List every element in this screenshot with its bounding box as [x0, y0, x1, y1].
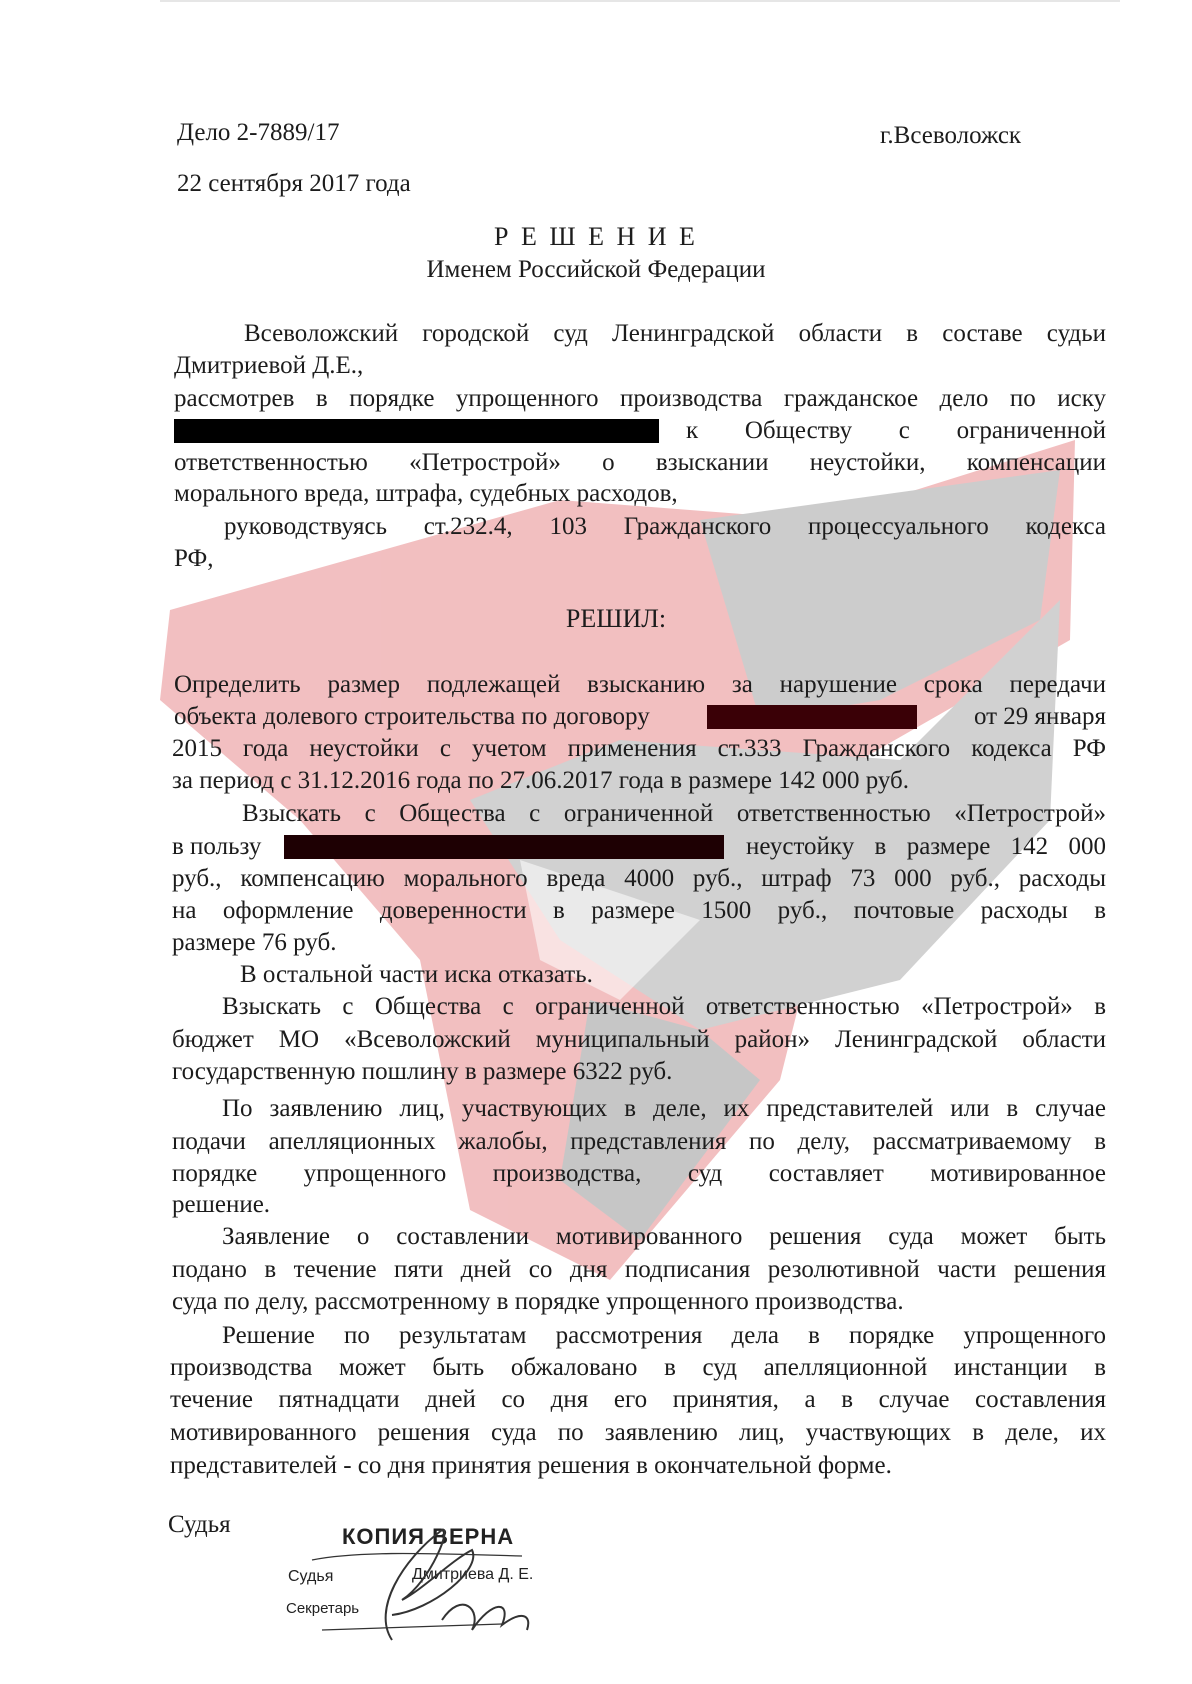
- res-p6-line-2: подано в течение пяти дней со дня подписания резолютивной части решения: [172, 1256, 1106, 1283]
- stamp-judge: Судья: [288, 1568, 334, 1585]
- stamp-secretary: Секретарь: [286, 1600, 360, 1617]
- redacted-plaintiff-name: [174, 419, 659, 443]
- res-p1-line-2-after: от 29 января: [973, 703, 1106, 730]
- intro-line-2: Дмитриевой Д.Е.,: [174, 352, 364, 379]
- res-p7-line-4: мотивированного решения суда по заявлению лиц, участвующих в деле, их: [170, 1419, 1106, 1446]
- res-p1-line-2: [174, 702, 1106, 732]
- signature-scribble: [282, 1520, 642, 1650]
- res-p2-line-5: размере 76 руб.: [172, 929, 337, 956]
- intro-line-1: Всеволожский городской суд Ленинградской области в составе судьи: [244, 320, 1106, 347]
- intro-line-4: [174, 416, 1106, 446]
- res-p5-line-4: решение.: [172, 1191, 271, 1218]
- res-p1-line-4: за период с 31.12.2016 года по 27.06.2017 года в размере 142 000 руб.: [172, 767, 909, 794]
- scan-edge: [160, 0, 1120, 2]
- res-p5-line-2: подачи апелляционных жалобы, представления по делу, рассматриваемому в: [172, 1128, 1106, 1155]
- res-p7-line-3: течение пятнадцати дней со дня его принятия, а в случае составления: [170, 1386, 1106, 1413]
- res-p4-line-1: Взыскать с Общества с ограниченной ответственностью «Петрострой» в: [222, 993, 1106, 1020]
- res-p2-line-3: руб., компенсацию морального вреда 4000 руб., штраф 73 000 руб., расходы: [172, 865, 1106, 892]
- res-p1-line-2-before: объекта долевого строительства по договору: [174, 703, 650, 730]
- res-p2-line-2: [172, 832, 1106, 862]
- res-p6-line-3: суда по делу, рассмотренному в порядке упрощенного производства.: [172, 1288, 904, 1315]
- res-p2-line-1: Взыскать с Общества с ограниченной ответственностью «Петрострой»: [242, 800, 1106, 827]
- intro-line-6: морального вреда, штрафа, судебных расходов,: [174, 480, 678, 507]
- intro-line-4-text: к Обществу с ограниченной: [686, 417, 1106, 444]
- case-number: Дело 2-7889/17: [177, 119, 340, 146]
- res-p3: В остальной части иска отказать.: [240, 961, 593, 988]
- redacted-recipient-name: [284, 835, 724, 859]
- certified-copy-stamp: [282, 1520, 642, 1650]
- intro-line-8: РФ,: [174, 545, 214, 572]
- document-title: Р Е Ш Е Н И Е: [494, 222, 698, 251]
- document-subtitle: Именем Российской Федерации: [426, 256, 766, 283]
- intro-line-7: руководствуясь ст.232.4, 103 Гражданского процессуального кодекса: [224, 513, 1106, 540]
- decision-date: 22 сентября 2017 года: [177, 170, 411, 197]
- res-p7-line-1: Решение по результатам рассмотрения дела в порядке упрощенного: [222, 1322, 1106, 1349]
- res-p6-line-1: Заявление о составлении мотивированного решения суда может быть: [222, 1223, 1106, 1250]
- city: г.Всеволожск: [880, 122, 1022, 149]
- res-p7-line-5: представителей - со дня принятия решения в окончательной форме.: [170, 1452, 892, 1479]
- res-p4-line-3: государственную пошлину в размере 6322 руб.: [172, 1058, 673, 1085]
- res-p2-line-2-before: в пользу: [172, 833, 262, 860]
- res-p1-line-1: Определить размер подлежащей взысканию за нарушение срока передачи: [174, 671, 1106, 698]
- intro-line-3: рассмотрев в порядке упрощенного производства гражданское дело по иску: [174, 385, 1106, 412]
- res-p2-line-2-after: неустойку в размере 142 000: [746, 833, 1106, 860]
- stamp-copy-title: КОПИЯ ВЕРНА: [342, 1524, 515, 1549]
- res-p1-line-3: 2015 года неустойки с учетом применения ст.333 Гражданского кодекса РФ: [172, 735, 1106, 762]
- stamp-judge-name: Дмитриева Д. Е.: [412, 1566, 534, 1583]
- intro-line-5: ответственностью «Петрострой» о взыскании неустойки, компенсации: [174, 449, 1106, 476]
- res-p5-line-1: По заявлению лиц, участвующих в деле, их представителей или в случае: [222, 1095, 1106, 1122]
- res-p4-line-2: бюджет МО «Всеволожский муниципальный район» Ленинградской области: [172, 1026, 1106, 1053]
- judge-label: Судья: [168, 1511, 231, 1538]
- resolved-heading: РЕШИЛ:: [565, 604, 667, 633]
- res-p5-line-3: порядке упрощенного производства, суд составляет мотивированное: [172, 1160, 1106, 1187]
- res-p2-line-4: на оформление доверенности в размере 1500 руб., почтовые расходы в: [172, 897, 1106, 924]
- redacted-contract-number: [707, 705, 917, 729]
- res-p7-line-2: производства может быть обжаловано в суд апелляционной инстанции в: [170, 1354, 1106, 1381]
